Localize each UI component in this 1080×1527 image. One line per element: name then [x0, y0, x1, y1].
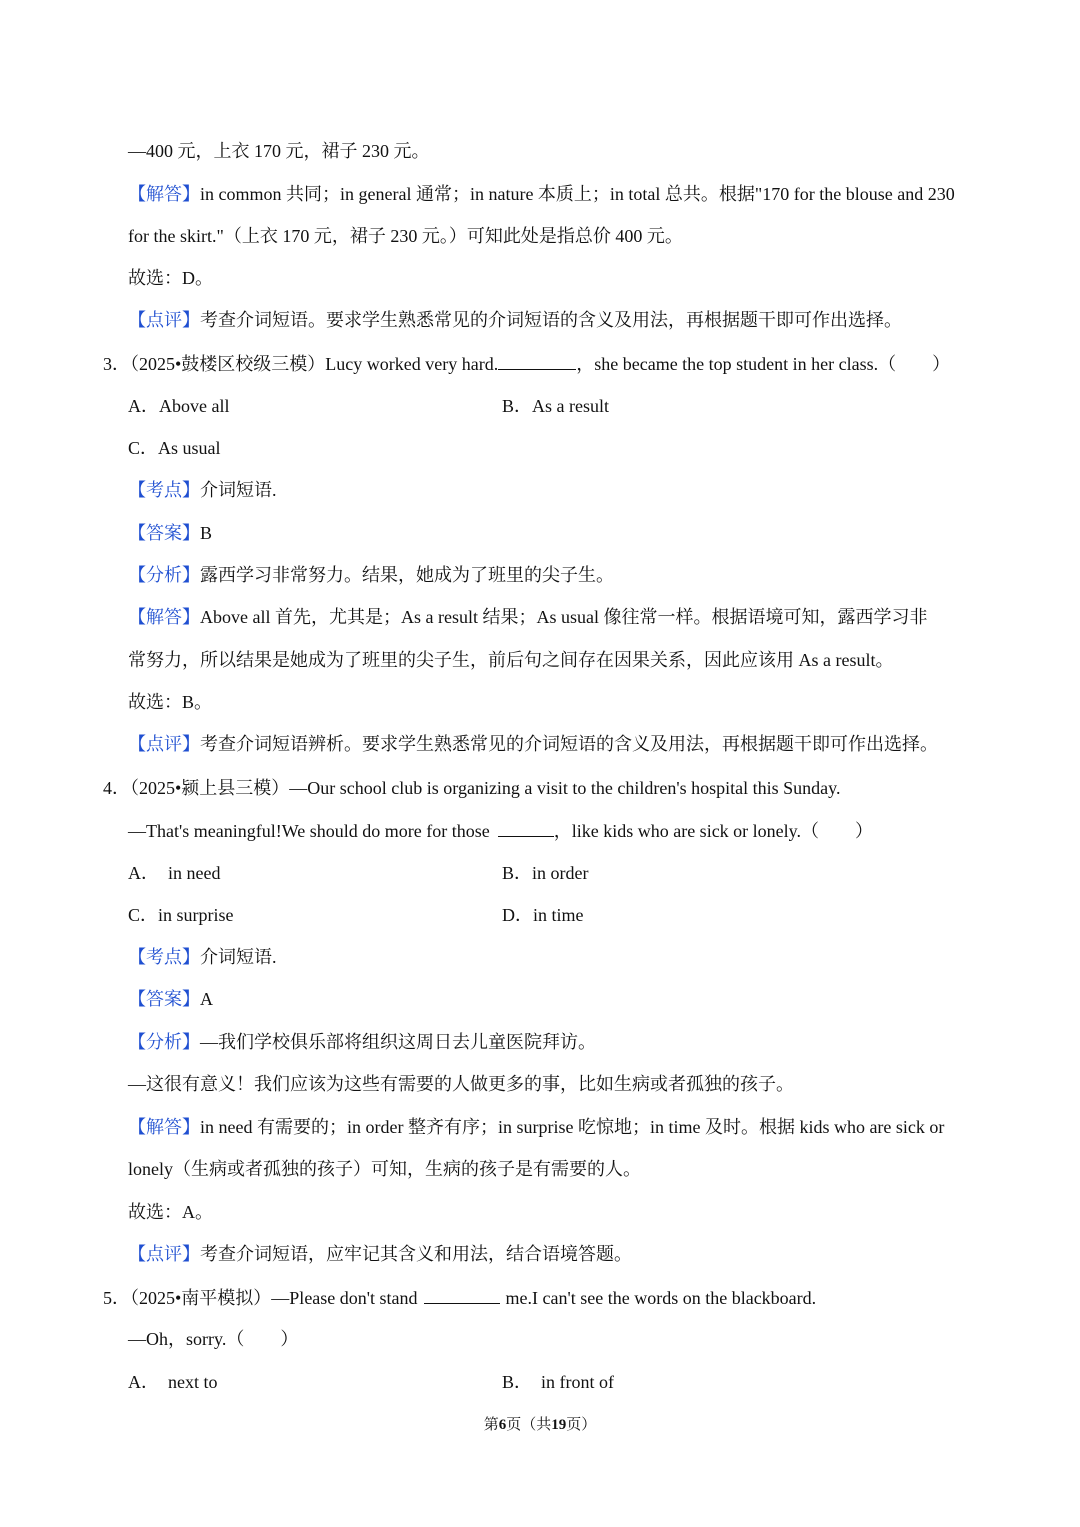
q4-option-a: A． in need — [128, 863, 221, 883]
kaodian-line — [128, 945, 277, 969]
question-4-stem: 4．（2025•颍上县三模）—Our school club is organizing a visit to the children's hospital this Sunday. — [103, 778, 841, 798]
dianping-tag: 【点评】 — [128, 734, 200, 754]
daan-tag: 【答案】 — [128, 989, 200, 1009]
dianping-text: 考查介词短语辨析。要求学生熟悉常见的介词短语的含义及用法，再根据题干即可作出选择。 — [200, 734, 938, 754]
question-4-stem-2a: —That's meaningful!We should do more for those — [128, 821, 490, 841]
dianping-tag: 【点评】 — [128, 1244, 200, 1264]
page-footer — [0, 1414, 1080, 1436]
question-3-stem — [103, 351, 950, 376]
q5-option-b: B． in front of — [502, 1372, 614, 1392]
q3-option-c: C．As usual — [128, 438, 221, 458]
question-3-stem-a: 3．（2025•鼓楼区校级三模）Lucy worked very hard. — [103, 354, 499, 374]
fenxi-text: 露西学习非常努力。结果，她成为了班里的尖子生。 — [200, 565, 614, 585]
q5-option-a: A． next to — [128, 1372, 218, 1392]
dianping-line — [128, 1242, 632, 1266]
answer-blank — [498, 351, 576, 370]
fenxi-tag: 【分析】 — [128, 1032, 200, 1052]
jieda-line-cont: for the skirt."（上衣 170 元，裙子 230 元。）可知此处是指总价 400 元。 — [128, 226, 683, 246]
q3-option-b: B．As a result — [502, 396, 609, 416]
fenxi-text: —我们学校俱乐部将组织这周日去儿童医院拜访。 — [200, 1032, 596, 1052]
fenxi-tag: 【分析】 — [128, 565, 200, 585]
answer-blank — [424, 1285, 500, 1304]
kaodian-text: 介词短语. — [200, 480, 277, 500]
jieda-tag: 【解答】 — [128, 184, 200, 204]
footer-pre: 第 — [483, 1417, 499, 1433]
q4-option-b: B．in order — [502, 863, 589, 883]
question-5-stem-a: 5．（2025•南平模拟）—Please don't stand — [103, 1288, 418, 1308]
footer-post: 页） — [566, 1417, 597, 1433]
answer-blank — [498, 818, 554, 837]
jieda-text: Above all 首先，尤其是；As a result 结果；As usual 像往常一样。根据语境可知，露西学习非 — [200, 607, 928, 627]
kaodian-text: 介词短语. — [200, 947, 277, 967]
dianping-line — [128, 732, 938, 756]
fenxi-line — [128, 1030, 596, 1054]
question-4-stem-2b: ，like kids who are sick or lonely.（ ） — [553, 821, 873, 841]
question-3-stem-b: ，she became the top student in her class.（ ） — [576, 354, 951, 374]
jieda-tag: 【解答】 — [128, 1117, 200, 1137]
q4-option-d: D．in time — [502, 905, 584, 925]
kaodian-line — [128, 478, 277, 502]
dianping-text: 考查介词短语，应牢记其含义和用法，结合语境答题。 — [200, 1244, 632, 1264]
jieda-line — [128, 1115, 944, 1139]
jieda-text: in need 有需要的；in order 整齐有序；in surprise 吃惊地；in time 及时。根据 kids who are sick or — [200, 1117, 945, 1137]
jieda-line-cont: lonely（生病或者孤独的孩子）可知，生病的孩子是有需要的人。 — [128, 1159, 641, 1179]
jieda-tag: 【解答】 — [128, 607, 200, 627]
footer-mid: 页（共 — [506, 1417, 552, 1433]
kaodian-tag: 【考点】 — [128, 480, 200, 500]
daan-line — [128, 987, 213, 1011]
jieda-text: in common 共同；in general 通常；in nature 本质上；in total 总共。根据"170 for the blouse and 230 — [200, 184, 955, 204]
question-4-stem-line2 — [128, 818, 873, 843]
daan-text: A — [200, 989, 213, 1009]
guxuan-line: 故选：D。 — [128, 268, 213, 288]
kaodian-tag: 【考点】 — [128, 947, 200, 967]
daan-tag: 【答案】 — [128, 523, 200, 543]
page-total: 19 — [551, 1417, 567, 1433]
question-5-stem-b: me.I can't see the words on the blackboard. — [505, 1288, 817, 1308]
jieda-line — [128, 605, 927, 629]
daan-text: B — [200, 523, 213, 543]
guxuan-line: 故选：B。 — [128, 692, 213, 712]
guxuan-line: 故选：A。 — [128, 1202, 213, 1222]
dianping-line — [128, 308, 902, 332]
daan-line — [128, 521, 212, 545]
q3-option-a: A．Above all — [128, 396, 230, 416]
answer-text-line: —400 元，上衣 170 元，裙子 230 元。 — [128, 141, 430, 161]
dianping-tag: 【点评】 — [128, 310, 200, 330]
fenxi-line — [128, 563, 614, 587]
question-5-stem — [103, 1285, 816, 1310]
fenxi-line-cont: —这很有意义！我们应该为这些有需要的人做更多的事，比如生病或者孤独的孩子。 — [128, 1074, 794, 1094]
jieda-line-cont: 常努力，所以结果是她成为了班里的尖子生，前后句之间存在因果关系，因此应该用 As a result。 — [128, 650, 894, 670]
dianping-text: 考查介词短语。要求学生熟悉常见的介词短语的含义及用法，再根据题干即可作出选择。 — [200, 310, 902, 330]
jieda-line — [128, 182, 955, 206]
q4-option-c: C．in surprise — [128, 905, 234, 925]
page-number: 6 — [498, 1417, 507, 1433]
question-5-stem-line2: —Oh，sorry.（ ） — [128, 1329, 299, 1349]
